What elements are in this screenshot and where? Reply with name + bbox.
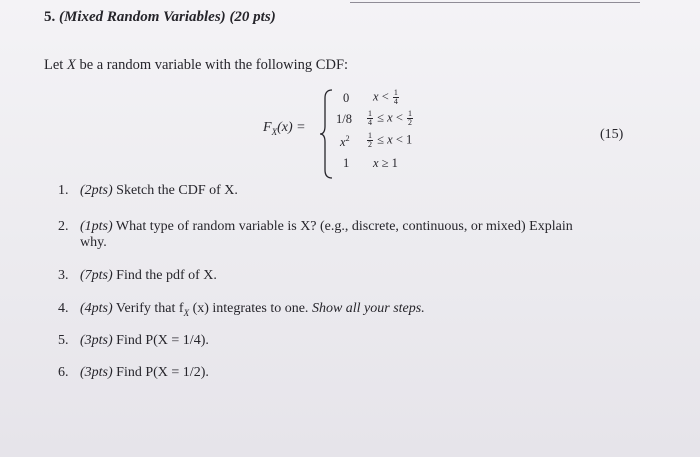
list-item: 2. (1pts) What type of random variable is X? (e.g., discrete, continuous, or mixed) Explain	[58, 219, 573, 234]
case-value-1: 0	[343, 91, 350, 105]
list-item: 3. (7pts) Find the pdf of X.	[58, 268, 217, 283]
case-condition-4: x ≥ 1	[373, 156, 398, 170]
list-item: 1. (2pts) Sketch the CDF of X.	[58, 183, 238, 198]
equation-number: (15)	[600, 127, 624, 142]
left-brace-icon	[319, 88, 335, 180]
case-value-2: 1/8	[336, 112, 352, 126]
case-value-3: $x^2$	[340, 134, 350, 150]
list-item: 4. (4pts) Verify that $f_X$ (x) integrates to one. Show all your steps.	[58, 301, 425, 318]
list-item-continuation: why.	[80, 235, 107, 250]
list-item: 6. (3pts) Find P(X = 1/2).	[58, 365, 209, 380]
random-variable: X	[66, 57, 76, 73]
question-number: 5.	[44, 9, 56, 25]
cdf-lhs: $F_X(x)$ =	[263, 120, 306, 137]
case-condition-2: $\frac{1}{4}$ ≤ x < $\frac{1}{2}$	[368, 109, 412, 127]
intro-sentence: Let X be a random variable with the following CDF:	[44, 57, 349, 73]
cdf-equation	[263, 88, 443, 180]
question-points: (20 pts)	[229, 9, 276, 25]
case-condition-3: $\frac{1}{2}$ ≤ x < 1	[368, 131, 413, 149]
case-condition-1: x < $\frac{1}{4}$	[373, 88, 398, 106]
question-title	[44, 9, 276, 26]
case-value-4: 1	[343, 156, 350, 170]
question-topic: (Mixed Random Variables)	[59, 9, 226, 25]
top-divider	[350, 2, 640, 3]
list-item: 5. (3pts) Find P(X = 1/4).	[58, 333, 209, 348]
